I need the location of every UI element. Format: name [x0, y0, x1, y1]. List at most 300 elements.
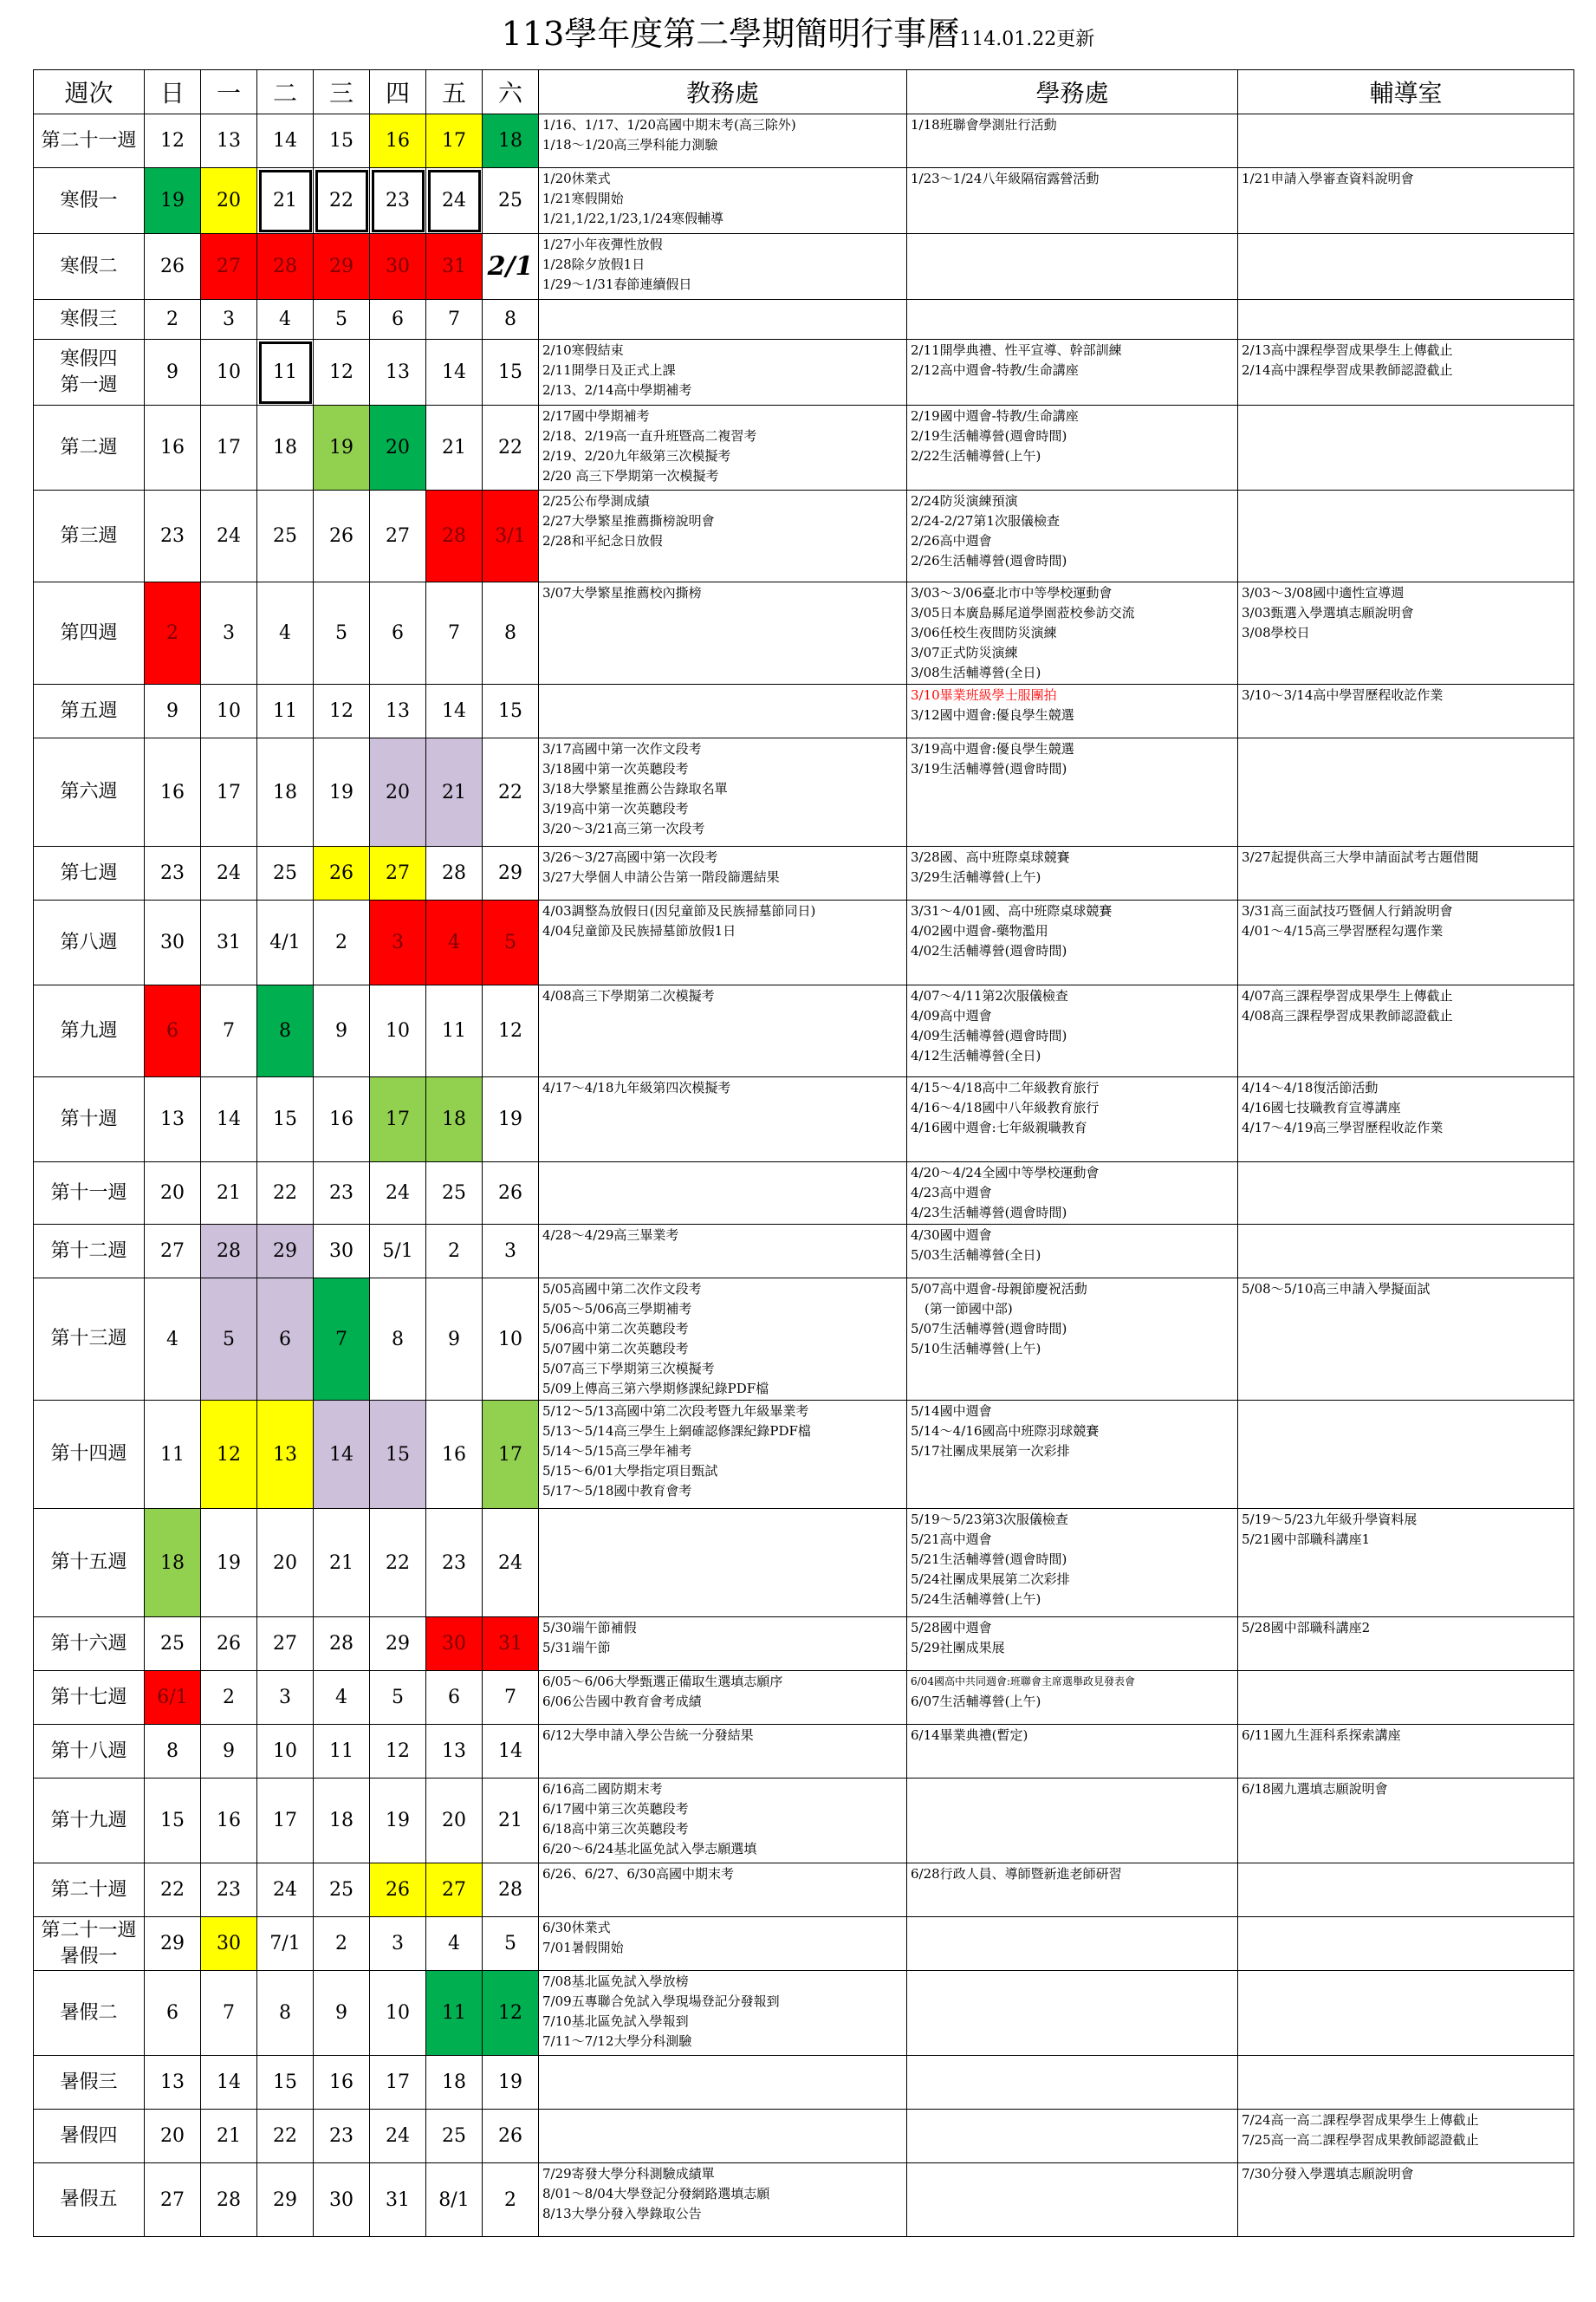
event-item: 7/09五專聯合免試入學現場登記分發報到 [542, 1993, 780, 2009]
day-cell-wed: 11 [314, 1725, 370, 1779]
week-label-line: 寒假三 [60, 308, 118, 330]
event-item: 3/29生活輔導營(上午) [911, 869, 1041, 885]
event-item: 4/02生活輔導營(週會時間) [911, 943, 1067, 959]
event-item: 4/08高三課程學習成果教師認證截止 [1242, 1008, 1453, 1024]
header-academic: 教務處 [539, 70, 907, 114]
update-note: 114.01.22更新 [959, 29, 1095, 50]
day-cell-wed: 5 [314, 582, 370, 685]
week-row [34, 1725, 1574, 1779]
academic-events [539, 1863, 907, 1917]
academic-events [539, 168, 907, 234]
event-item: 6/11國九生涯科系探索講座 [1242, 1727, 1401, 1743]
day-cell-mon: 28 [201, 2163, 257, 2237]
day-cell-thu: 19 [370, 1779, 426, 1863]
student-events [907, 1863, 1238, 1917]
day-cell-sat: 29 [483, 847, 539, 901]
header-day-sun: 日 [145, 70, 201, 114]
week-label-line: 暑假五 [60, 2188, 118, 2211]
event-item: 5/28國中部職科講座2 [1242, 1620, 1371, 1635]
event-item: 1/16、1/17、1/20高國中期末考(高三除外) [542, 117, 796, 133]
student-events [907, 1162, 1238, 1225]
week-label [34, 685, 145, 738]
day-cell-mon: 19 [201, 1509, 257, 1617]
week-label [34, 1225, 145, 1278]
day-cell-sat: 31 [483, 1617, 539, 1671]
week-label-line: 第十四週 [50, 1443, 127, 1466]
day-cell-tue: 29 [257, 1225, 314, 1278]
day-cell-thu: 3 [370, 901, 426, 985]
day-cell-tue: 4/1 [257, 901, 314, 985]
event-item: 4/16國中週會:七年級親職教育 [911, 1120, 1087, 1135]
day-cell-mon: 5 [201, 1278, 257, 1401]
event-item: 3/28國、高中班際桌球競賽 [911, 849, 1070, 865]
day-cell-wed: 22 [314, 168, 370, 234]
day-cell-thu: 16 [370, 114, 426, 168]
week-label [34, 1917, 145, 1971]
event-item: 3/31高三面試技巧暨個人行銷說明會 [1242, 903, 1453, 919]
counseling-events [1238, 300, 1574, 340]
event-item: 2/27大學繁星推薦撕榜說明會 [542, 513, 715, 529]
event-item: 3/10～3/14高中學習歷程收訖作業 [1242, 687, 1444, 703]
day-cell-sun: 6 [145, 985, 201, 1077]
student-events [907, 1077, 1238, 1162]
event-item: 3/31～4/01國、高中班際桌球競賽 [911, 903, 1113, 919]
day-cell-wed: 7 [314, 1278, 370, 1401]
day-cell-wed: 2 [314, 901, 370, 985]
day-cell-fri: 11 [426, 1971, 483, 2056]
day-cell-thu: 27 [370, 847, 426, 901]
day-cell-mon: 27 [201, 234, 257, 300]
event-item: 3/12國中週會:優良學生競選 [911, 707, 1074, 723]
academic-events [539, 2110, 907, 2163]
day-cell-thu: 12 [370, 1725, 426, 1779]
day-cell-sun: 29 [145, 1917, 201, 1971]
event-item: 4/23生活輔導營(週會時間) [911, 1205, 1067, 1220]
student-events [907, 985, 1238, 1077]
event-item: 5/19～5/23第3次服儀檢查 [911, 1512, 1068, 1527]
day-cell-sun: 9 [145, 685, 201, 738]
event-item: 3/27起提供高三大學申請面試考古題借閱 [1242, 849, 1479, 865]
day-cell-tue: 18 [257, 738, 314, 847]
day-cell-mon: 2 [201, 1671, 257, 1725]
student-events [907, 491, 1238, 582]
event-item: 1/27小年夜彈性放假 [542, 237, 663, 252]
day-cell-sat: 22 [483, 738, 539, 847]
day-cell-mon: 23 [201, 1863, 257, 1917]
week-label-line: 暑假四 [60, 2124, 118, 2147]
week-row [34, 1401, 1574, 1509]
week-row [34, 300, 1574, 340]
event-item: 4/02國中週會-藥物濫用 [911, 923, 1048, 939]
day-cell-wed: 26 [314, 491, 370, 582]
day-cell-tue: 21 [257, 168, 314, 234]
header-day-mon: 一 [201, 70, 257, 114]
week-row [34, 1917, 1574, 1971]
event-item: 3/20～3/21高三第一次段考 [542, 821, 705, 836]
day-cell-sat: 19 [483, 1077, 539, 1162]
student-events [907, 2163, 1238, 2237]
event-item: 3/03～3/06臺北市中等學校運動會 [911, 585, 1113, 601]
day-cell-wed: 9 [314, 985, 370, 1077]
day-cell-tue: 29 [257, 2163, 314, 2237]
event-item: 2/17國中學期補考 [542, 408, 650, 424]
academic-events [539, 114, 907, 168]
counseling-events [1238, 985, 1574, 1077]
event-item: 5/24社團成果展第二次彩排 [911, 1571, 1070, 1587]
day-cell-sun: 6/1 [145, 1671, 201, 1725]
day-cell-fri: 25 [426, 2110, 483, 2163]
student-events [907, 1917, 1238, 1971]
day-cell-sat: 18 [483, 114, 539, 168]
week-label [34, 168, 145, 234]
day-cell-sun: 23 [145, 847, 201, 901]
day-cell-sat: 5 [483, 901, 539, 985]
day-cell-mon: 9 [201, 1725, 257, 1779]
student-events [907, 1725, 1238, 1779]
student-events [907, 2110, 1238, 2163]
week-label-line: 第二十週 [50, 1878, 127, 1901]
day-cell-fri: 28 [426, 847, 483, 901]
event-item: 7/10基北區免試入學報到 [542, 2013, 689, 2029]
day-cell-sat: 24 [483, 1509, 539, 1617]
event-item: 5/07生活輔導營(週會時間) [911, 1321, 1067, 1336]
event-item: 3/07正式防災演練 [911, 645, 1018, 660]
event-item: 5/31端午節 [542, 1640, 611, 1655]
counseling-events [1238, 406, 1574, 491]
counseling-events [1238, 1617, 1574, 1671]
academic-events [539, 1401, 907, 1509]
event-item: 2/18、2/19高一直升班暨高二複習考 [542, 428, 757, 444]
counseling-events [1238, 114, 1574, 168]
day-cell-wed: 30 [314, 2163, 370, 2237]
week-label [34, 340, 145, 406]
student-events [907, 1671, 1238, 1725]
day-cell-tue: 25 [257, 847, 314, 901]
counseling-events [1238, 685, 1574, 738]
week-label-line: 第十八週 [50, 1740, 127, 1762]
day-cell-mon: 30 [201, 1917, 257, 1971]
event-item: 4/03調整為放假日(因兒童節及民族掃墓節同日) [542, 903, 816, 919]
day-cell-mon: 3 [201, 300, 257, 340]
event-item: 1/23～1/24八年級隔宿露營活動 [911, 171, 1100, 186]
event-item: 4/28～4/29高三畢業考 [542, 1227, 679, 1243]
event-item: 3/19高中第一次英聽段考 [542, 801, 689, 816]
day-cell-fri: 9 [426, 1278, 483, 1401]
day-cell-mon: 26 [201, 1617, 257, 1671]
day-cell-mon: 12 [201, 1401, 257, 1509]
day-cell-tue: 24 [257, 1863, 314, 1917]
academic-events [539, 1617, 907, 1671]
event-item: 6/06公告國中教育會考成績 [542, 1694, 702, 1709]
week-row [34, 406, 1574, 491]
day-cell-sat: 8 [483, 300, 539, 340]
day-cell-fri: 27 [426, 1863, 483, 1917]
day-cell-thu: 15 [370, 1401, 426, 1509]
day-cell-fri: 8/1 [426, 2163, 483, 2237]
event-item: 3/26～3/27高國中第一次段考 [542, 849, 718, 865]
week-label-line: 第二十一週 [41, 1919, 137, 1941]
event-item: 3/18國中第一次英聽段考 [542, 761, 689, 777]
day-cell-thu: 24 [370, 1162, 426, 1225]
day-cell-wed: 26 [314, 847, 370, 901]
calendar-body [34, 114, 1574, 2237]
event-item: 4/07高三課程學習成果學生上傳截止 [1242, 988, 1453, 1004]
event-item: 5/14～4/16國高中班際羽球競賽 [911, 1423, 1100, 1439]
event-item: 4/17～4/18九年級第四次模擬考 [542, 1080, 731, 1096]
header-day-wed: 三 [314, 70, 370, 114]
day-cell-fri: 14 [426, 685, 483, 738]
day-cell-tue: 18 [257, 406, 314, 491]
day-cell-tue: 27 [257, 1617, 314, 1671]
day-cell-thu: 20 [370, 406, 426, 491]
academic-events [539, 1509, 907, 1617]
academic-events [539, 685, 907, 738]
title-main: 113學年度第二學期簡明行事曆 [501, 15, 960, 53]
day-cell-thu: 17 [370, 1077, 426, 1162]
academic-events [539, 1971, 907, 2056]
week-label-line: 第二十一週 [41, 129, 137, 152]
day-cell-wed: 14 [314, 1401, 370, 1509]
event-item: 4/09生活輔導營(週會時間) [911, 1028, 1067, 1044]
event-item: 1/21,1/22,1/23,1/24寒假輔導 [542, 211, 724, 226]
event-item: 2/28和平紀念日放假 [542, 533, 663, 549]
week-label [34, 406, 145, 491]
student-events [907, 1971, 1238, 2056]
event-item: 2/24防災演練預演 [911, 493, 1018, 509]
student-events [907, 1509, 1238, 1617]
event-item: 5/06高中第二次英聽段考 [542, 1321, 689, 1336]
day-cell-wed: 23 [314, 1162, 370, 1225]
student-events [907, 300, 1238, 340]
day-cell-sun: 23 [145, 491, 201, 582]
header-day-fri: 五 [426, 70, 483, 114]
counseling-events [1238, 234, 1574, 300]
event-item: 1/18～1/20高三學科能力測驗 [542, 137, 718, 153]
student-events [907, 1278, 1238, 1401]
day-cell-tue: 4 [257, 300, 314, 340]
day-cell-fri: 20 [426, 1779, 483, 1863]
day-cell-thu: 29 [370, 1617, 426, 1671]
week-row [34, 1779, 1574, 1863]
day-cell-fri: 16 [426, 1401, 483, 1509]
event-item: 5/07高三下學期第三次模擬考 [542, 1361, 715, 1376]
day-cell-thu: 10 [370, 1971, 426, 2056]
day-cell-sat: 15 [483, 340, 539, 406]
event-item: 3/27大學個人申請公告第一階段篩選結果 [542, 869, 780, 885]
event-item: 3/08生活輔導營(全日) [911, 665, 1041, 680]
event-item: 6/12大學申請入學公告統一分發結果 [542, 1727, 754, 1743]
event-item: 1/29～1/31春節連續假日 [542, 276, 692, 292]
counseling-events [1238, 1917, 1574, 1971]
student-events [907, 1401, 1238, 1509]
day-cell-sun: 15 [145, 1779, 201, 1863]
week-label [34, 1725, 145, 1779]
week-label-line: 第十一週 [50, 1181, 127, 1204]
academic-events [539, 1671, 907, 1725]
day-cell-fri: 18 [426, 1077, 483, 1162]
event-item: 4/16～4/18國中八年級教育旅行 [911, 1100, 1100, 1115]
week-label [34, 901, 145, 985]
counseling-events [1238, 1077, 1574, 1162]
week-label-line: 第十週 [60, 1108, 118, 1130]
day-cell-sun: 30 [145, 901, 201, 985]
day-cell-fri: 18 [426, 2056, 483, 2110]
student-events [907, 582, 1238, 685]
header-day-thu: 四 [370, 70, 426, 114]
event-item: 2/24-2/27第1次服儀檢查 [911, 513, 1060, 529]
day-cell-mon: 14 [201, 1077, 257, 1162]
week-label-line: 寒假二 [60, 255, 118, 277]
event-item: 4/14～4/18復活節活動 [1242, 1080, 1379, 1096]
day-cell-mon: 17 [201, 738, 257, 847]
event-item: 8/01～8/04大學登記分發網路選填志願 [542, 2186, 770, 2201]
day-cell-thu: 31 [370, 2163, 426, 2237]
event-item: 4/23高中週會 [911, 1185, 992, 1200]
week-row [34, 2056, 1574, 2110]
day-cell-thu: 27 [370, 491, 426, 582]
week-label-line: 暑假三 [60, 2071, 118, 2093]
event-item: 3/18大學繁星推薦公告錄取名單 [542, 781, 728, 797]
day-cell-thu: 6 [370, 582, 426, 685]
event-item: 1/21寒假開始 [542, 191, 624, 206]
day-cell-mon: 28 [201, 1225, 257, 1278]
event-item: 5/13～5/14高三學生上網確認修課紀錄PDF檔 [542, 1423, 811, 1439]
week-row [34, 1971, 1574, 2056]
day-cell-sun: 2 [145, 582, 201, 685]
week-label [34, 300, 145, 340]
day-cell-fri: 30 [426, 1617, 483, 1671]
event-item: 2/13高中課程學習成果學生上傳截止 [1242, 342, 1453, 358]
day-cell-thu: 24 [370, 2110, 426, 2163]
day-cell-fri: 6 [426, 1671, 483, 1725]
week-label [34, 738, 145, 847]
day-cell-thu: 10 [370, 985, 426, 1077]
event-item: 7/08基北區免試入學放榜 [542, 1974, 689, 1989]
day-cell-thu: 13 [370, 340, 426, 406]
header-student: 學務處 [907, 70, 1238, 114]
academic-events [539, 1917, 907, 1971]
day-cell-mon: 7 [201, 985, 257, 1077]
student-events [907, 340, 1238, 406]
event-item: 7/25高一高二課程學習成果教師認證截止 [1242, 2132, 1479, 2148]
week-label [34, 2110, 145, 2163]
event-item: 7/30分發入學選填志願說明會 [1242, 2166, 1414, 2182]
week-label [34, 1162, 145, 1225]
week-label-line: 第十五週 [50, 1551, 127, 1574]
week-label [34, 1077, 145, 1162]
event-item: 5/28國中週會 [911, 1620, 992, 1635]
day-cell-mon: 16 [201, 1779, 257, 1863]
day-cell-sat: 8 [483, 582, 539, 685]
event-item: 2/26生活輔導營(週會時間) [911, 553, 1067, 569]
week-label-line: 第九週 [60, 1019, 118, 1042]
week-label-line: 第十二週 [50, 1239, 127, 1262]
week-row [34, 340, 1574, 406]
day-cell-wed: 30 [314, 1225, 370, 1278]
event-item: 4/15～4/18高中二年級教育旅行 [911, 1080, 1100, 1096]
event-item: 6/05～6/06大學甄選正備取生選填志願序 [542, 1674, 783, 1689]
event-item: 6/20～6/24基北區免試入學志願選填 [542, 1841, 757, 1857]
counseling-events [1238, 1509, 1574, 1617]
event-item: 6/07生活輔導營(上午) [911, 1694, 1041, 1709]
day-cell-wed: 23 [314, 2110, 370, 2163]
academic-events [539, 406, 907, 491]
day-cell-wed: 15 [314, 114, 370, 168]
day-cell-sun: 20 [145, 1162, 201, 1225]
academic-events [539, 582, 907, 685]
student-events [907, 901, 1238, 985]
event-item: 5/21生活輔導營(週會時間) [911, 1551, 1067, 1567]
week-row [34, 1509, 1574, 1617]
event-item: 3/19生活輔導營(週會時間) [911, 761, 1067, 777]
week-row [34, 2110, 1574, 2163]
event-item: 6/28行政人員、導師暨新進老師研習 [911, 1866, 1122, 1882]
week-label [34, 1401, 145, 1509]
day-cell-fri: 28 [426, 491, 483, 582]
counseling-events [1238, 1779, 1574, 1863]
day-cell-sun: 12 [145, 114, 201, 168]
day-cell-tue: 8 [257, 1971, 314, 2056]
day-cell-sun: 20 [145, 2110, 201, 2163]
day-cell-tue: 4 [257, 582, 314, 685]
day-cell-thu: 26 [370, 1863, 426, 1917]
week-row [34, 234, 1574, 300]
day-cell-wed: 29 [314, 234, 370, 300]
academic-events [539, 234, 907, 300]
week-row [34, 1617, 1574, 1671]
academic-events [539, 1225, 907, 1278]
day-cell-tue: 22 [257, 2110, 314, 2163]
day-cell-thu: 8 [370, 1278, 426, 1401]
event-item: 2/19國中週會-特教/生命講座 [911, 408, 1079, 424]
event-item: 5/29社團成果展 [911, 1640, 1005, 1655]
event-item: 3/17高國中第一次作文段考 [542, 741, 702, 757]
day-cell-wed: 19 [314, 738, 370, 847]
week-row [34, 685, 1574, 738]
day-cell-sun: 27 [145, 2163, 201, 2237]
day-cell-wed: 25 [314, 1863, 370, 1917]
event-item: 6/18國九選填志願說明會 [1242, 1781, 1388, 1797]
student-events [907, 1617, 1238, 1671]
academic-events [539, 1779, 907, 1863]
day-cell-tue: 22 [257, 1162, 314, 1225]
header-day-sat: 六 [483, 70, 539, 114]
day-cell-wed: 4 [314, 1671, 370, 1725]
day-cell-tue: 14 [257, 114, 314, 168]
day-cell-sat: 25 [483, 168, 539, 234]
event-item: 2/19、2/20九年級第三次模擬考 [542, 448, 731, 464]
week-label-line: 第十六週 [50, 1632, 127, 1655]
event-item: 2/11開學典禮、性平宣導、幹部訓練 [911, 342, 1122, 358]
event-item: 4/17～4/19高三學習歷程收訖作業 [1242, 1120, 1444, 1135]
student-events [907, 168, 1238, 234]
event-item: 5/21高中週會 [911, 1531, 992, 1547]
week-label [34, 1509, 145, 1617]
counseling-events [1238, 1401, 1574, 1509]
day-cell-tue: 15 [257, 1077, 314, 1162]
week-label-line: 暑假二 [60, 2001, 118, 2024]
day-cell-mon: 7 [201, 1971, 257, 2056]
student-events [907, 1225, 1238, 1278]
day-cell-fri: 25 [426, 1162, 483, 1225]
counseling-events [1238, 582, 1574, 685]
week-label-line: 第十七週 [50, 1686, 127, 1708]
day-cell-tue: 13 [257, 1401, 314, 1509]
event-item: 5/07國中第二次英聽段考 [542, 1341, 689, 1356]
day-cell-tue: 17 [257, 1779, 314, 1863]
day-cell-sun: 16 [145, 406, 201, 491]
counseling-events [1238, 1225, 1574, 1278]
